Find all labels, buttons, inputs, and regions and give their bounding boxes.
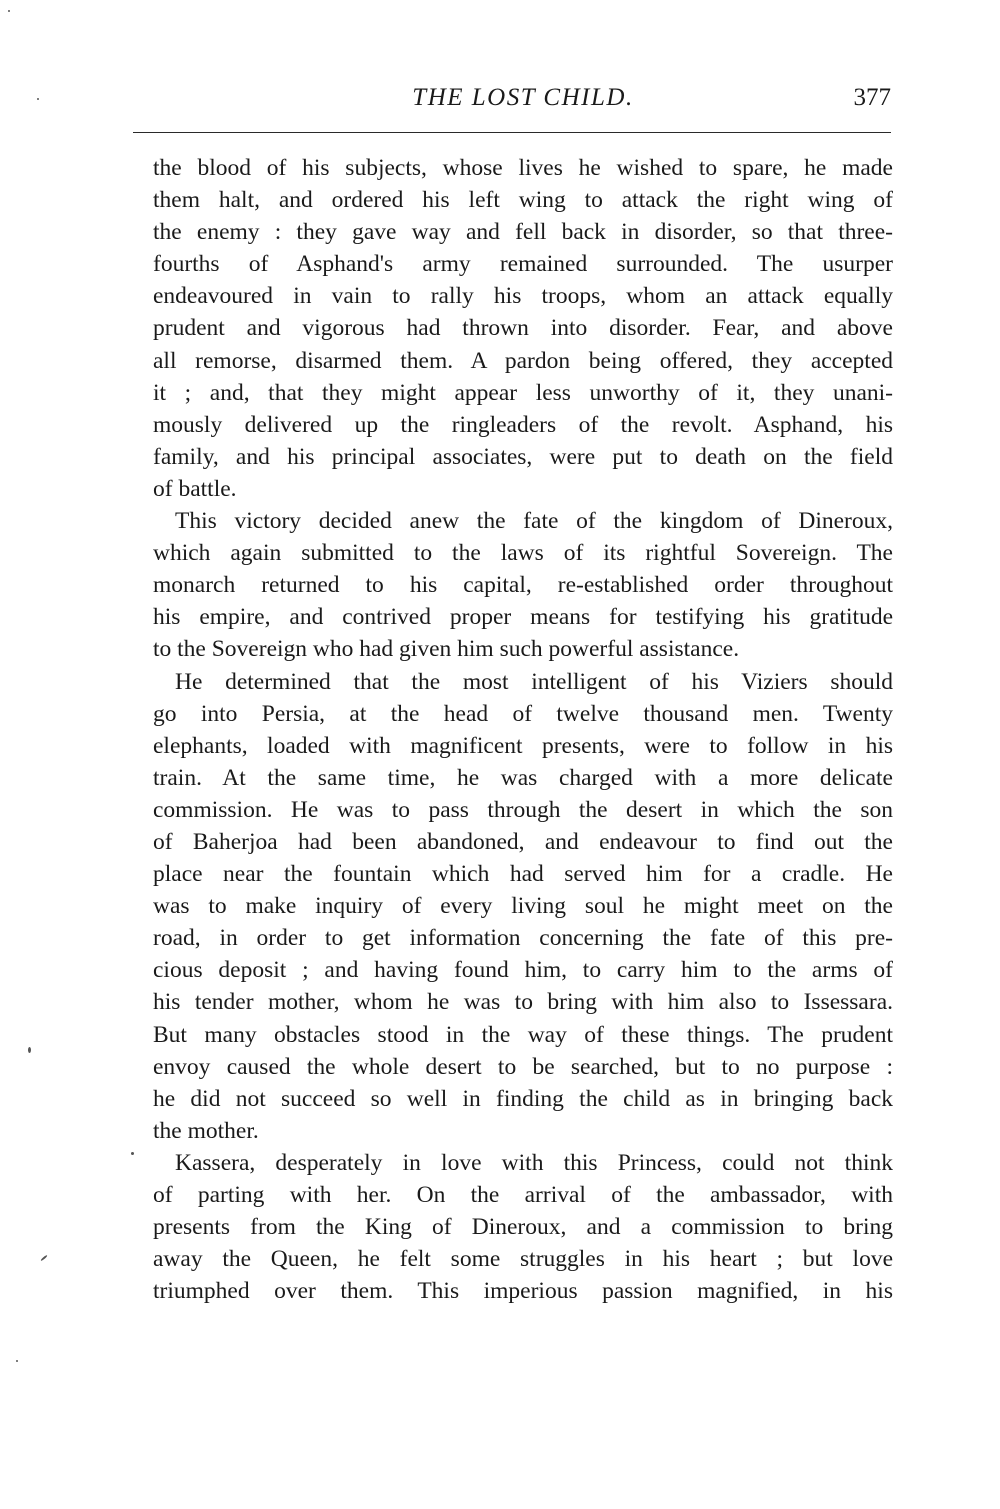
paragraph-2 [153, 505, 893, 665]
text-line: his tender mother, whom he was to bring with him also to Issessara. [153, 989, 893, 1016]
scan-speck [40, 1255, 47, 1262]
text-line: commission. He was to pass through the desert in which the son [153, 796, 893, 823]
text-line: the mother. [153, 1117, 259, 1144]
text-line: of parting with her. On the arrival of the ambassador, with [153, 1182, 893, 1208]
text-line: all remorse, disarmed them. A pardon being offered, they accepted [153, 347, 893, 374]
scan-speck [8, 10, 10, 12]
text-line: of Baherjoa had been abandoned, and endeavour to find out the [153, 828, 893, 855]
page-number: 377 [853, 84, 891, 111]
paragraph-1 [153, 152, 893, 505]
text-line: the blood of his subjects, whose lives he wished to spare, he made [153, 155, 893, 181]
text-line: train. At the same time, he was charged with a more delicate [153, 764, 893, 791]
text-line: mously delivered up the ringleaders of the revolt. Asphand, his [153, 411, 893, 438]
text-line: cious deposit ; and having found him, to carry him to the arms of [153, 957, 893, 984]
text-line: of battle. [153, 475, 237, 502]
running-head [153, 82, 893, 116]
text-line: triumphed over them. This imperious passion magnified, in his [153, 1278, 893, 1305]
text-line: Kassera, desperately in love with this Princess, could not think [175, 1149, 893, 1176]
running-title: THE LOST CHILD. [412, 84, 634, 111]
scan-speck [131, 1152, 134, 1155]
paragraph-3 [153, 666, 893, 1147]
text-line: place near the fountain which had served him for a cradle. He [153, 861, 893, 888]
text-line: envoy caused the whole desert to be searched, but to no purpose : [153, 1053, 893, 1080]
text-line: He determined that the most intelligent of his Viziers should [175, 668, 893, 695]
text-line: presents from the King of Dineroux, and a commission to bring [153, 1214, 893, 1241]
text-line: was to make inquiry of every living soul he might meet on the [153, 893, 893, 920]
header-rule [133, 132, 891, 133]
text-line: road, in order to get information concerning the fate of this pre- [153, 925, 893, 952]
paragraph-4 [153, 1147, 893, 1307]
text-line: This victory decided anew the fate of the kingdom of Dineroux, [175, 508, 893, 535]
text-line: But many obstacles stood in the way of these things. The prudent [153, 1021, 893, 1048]
scan-speck [28, 1047, 31, 1053]
text-line: which again submitted to the laws of its rightful Sovereign. The [153, 540, 893, 567]
text-line: prudent and vigorous had thrown into disorder. Fear, and above [153, 315, 893, 342]
text-line: endeavoured in vain to rally his troops, whom an attack equally [153, 283, 893, 310]
text-line: fourths of Asphand's army remained surrounded. The usurper [153, 251, 893, 278]
text-line: monarch returned to his capital, re-established order throughout [153, 572, 893, 599]
text-line: it ; and, that they might appear less unworthy of it, they unani- [153, 379, 893, 406]
text-line: his empire, and contrived proper means for testifying his gratitude [153, 604, 893, 631]
scan-speck [37, 98, 39, 100]
text-line: go into Persia, at the head of twelve thousand men. Twenty [153, 700, 893, 727]
text-line: away the Queen, he felt some struggles in his heart ; but love [153, 1246, 893, 1273]
text-line: them halt, and ordered his left wing to attack the right wing of [153, 187, 893, 214]
text-line: family, and his principal associates, were put to death on the field [153, 443, 893, 470]
body-text [153, 152, 893, 1307]
text-line: elephants, loaded with magnificent presents, were to follow in his [153, 732, 893, 759]
text-line: he did not succeed so well in finding the child as in bringing back [153, 1085, 893, 1112]
text-line: to the Sovereign who had given him such powerful assistance. [153, 636, 740, 663]
scan-speck [16, 1360, 18, 1362]
text-line: the enemy : they gave way and fell back in disorder, so that three- [153, 219, 893, 246]
